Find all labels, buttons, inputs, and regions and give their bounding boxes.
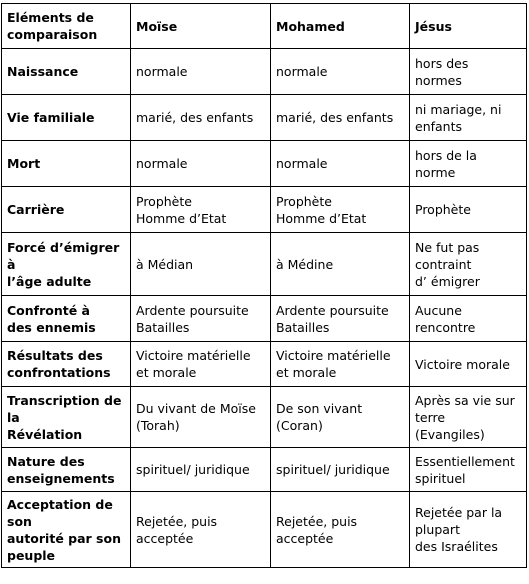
table-row (2, 233, 527, 296)
cell-mohamed: Ardente poursuite Batailles (271, 296, 410, 342)
table-row (2, 448, 527, 492)
table-row (2, 141, 527, 187)
cell-moise: Ardente poursuite Batailles (131, 296, 271, 342)
cell-mohamed: Rejetée, puis acceptée (271, 492, 410, 568)
table-body (2, 4, 527, 568)
table-row (2, 492, 527, 568)
cell-jesus: Aucune rencontre (410, 296, 527, 342)
row-label: Résultats des confrontations (2, 342, 131, 387)
cell-moise: normale (131, 141, 271, 187)
cell-jesus: Victoire morale (410, 342, 527, 387)
cell-mohamed: normale (271, 49, 410, 95)
table-row (2, 387, 527, 448)
row-label: Confronté à des ennemis (2, 296, 131, 342)
row-label: Nature des enseignements (2, 448, 131, 492)
header-mohamed: Mohamed (271, 4, 410, 49)
cell-mohamed: à Médine (271, 233, 410, 296)
row-label: Mort (2, 141, 131, 187)
cell-moise: Victoire matérielle et morale (131, 342, 271, 387)
header-row (2, 4, 527, 49)
table-row (2, 95, 527, 141)
row-label: Vie familiale (2, 95, 131, 141)
table-row (2, 342, 527, 387)
cell-jesus: Prophète (410, 187, 527, 233)
cell-mohamed: normale (271, 141, 410, 187)
cell-moise: Du vivant de Moïse (Torah) (131, 387, 271, 448)
cell-mohamed: Victoire matérielle et morale (271, 342, 410, 387)
cell-moise: normale (131, 49, 271, 95)
table-row (2, 187, 527, 233)
row-label: Acceptation de son autorité par son peuple (2, 492, 131, 568)
cell-jesus: Ne fut pas contraint d’ émigrer (410, 233, 527, 296)
row-label: Carrière (2, 187, 131, 233)
cell-jesus: Après sa vie sur terre (Evangiles) (410, 387, 527, 448)
table-row (2, 49, 527, 95)
cell-moise: Prophète Homme d’Etat (131, 187, 271, 233)
cell-jesus: hors de la norme (410, 141, 527, 187)
cell-mohamed: spirituel/ juridique (271, 448, 410, 492)
row-label: Forcé d’émigrer à l’âge adulte (2, 233, 131, 296)
cell-jesus: ni mariage, ni enfants (410, 95, 527, 141)
row-label: Naissance (2, 49, 131, 95)
header-criteria: Eléments de comparaison (2, 4, 131, 49)
cell-mohamed: Prophète Homme d’Etat (271, 187, 410, 233)
cell-mohamed: marié, des enfants (271, 95, 410, 141)
cell-moise: Rejetée, puis acceptée (131, 492, 271, 568)
cell-jesus: Rejetée par la plupart des Israélites (410, 492, 527, 568)
row-label: Transcription de la Révélation (2, 387, 131, 448)
cell-moise: spirituel/ juridique (131, 448, 271, 492)
cell-jesus: Essentiellement spirituel (410, 448, 527, 492)
cell-mohamed: De son vivant (Coran) (271, 387, 410, 448)
cell-jesus: hors des normes (410, 49, 527, 95)
cell-moise: marié, des enfants (131, 95, 271, 141)
comparison-table (1, 3, 527, 568)
header-jesus: Jésus (410, 4, 527, 49)
cell-moise: à Médian (131, 233, 271, 296)
table-row (2, 296, 527, 342)
header-moise: Moïse (131, 4, 271, 49)
